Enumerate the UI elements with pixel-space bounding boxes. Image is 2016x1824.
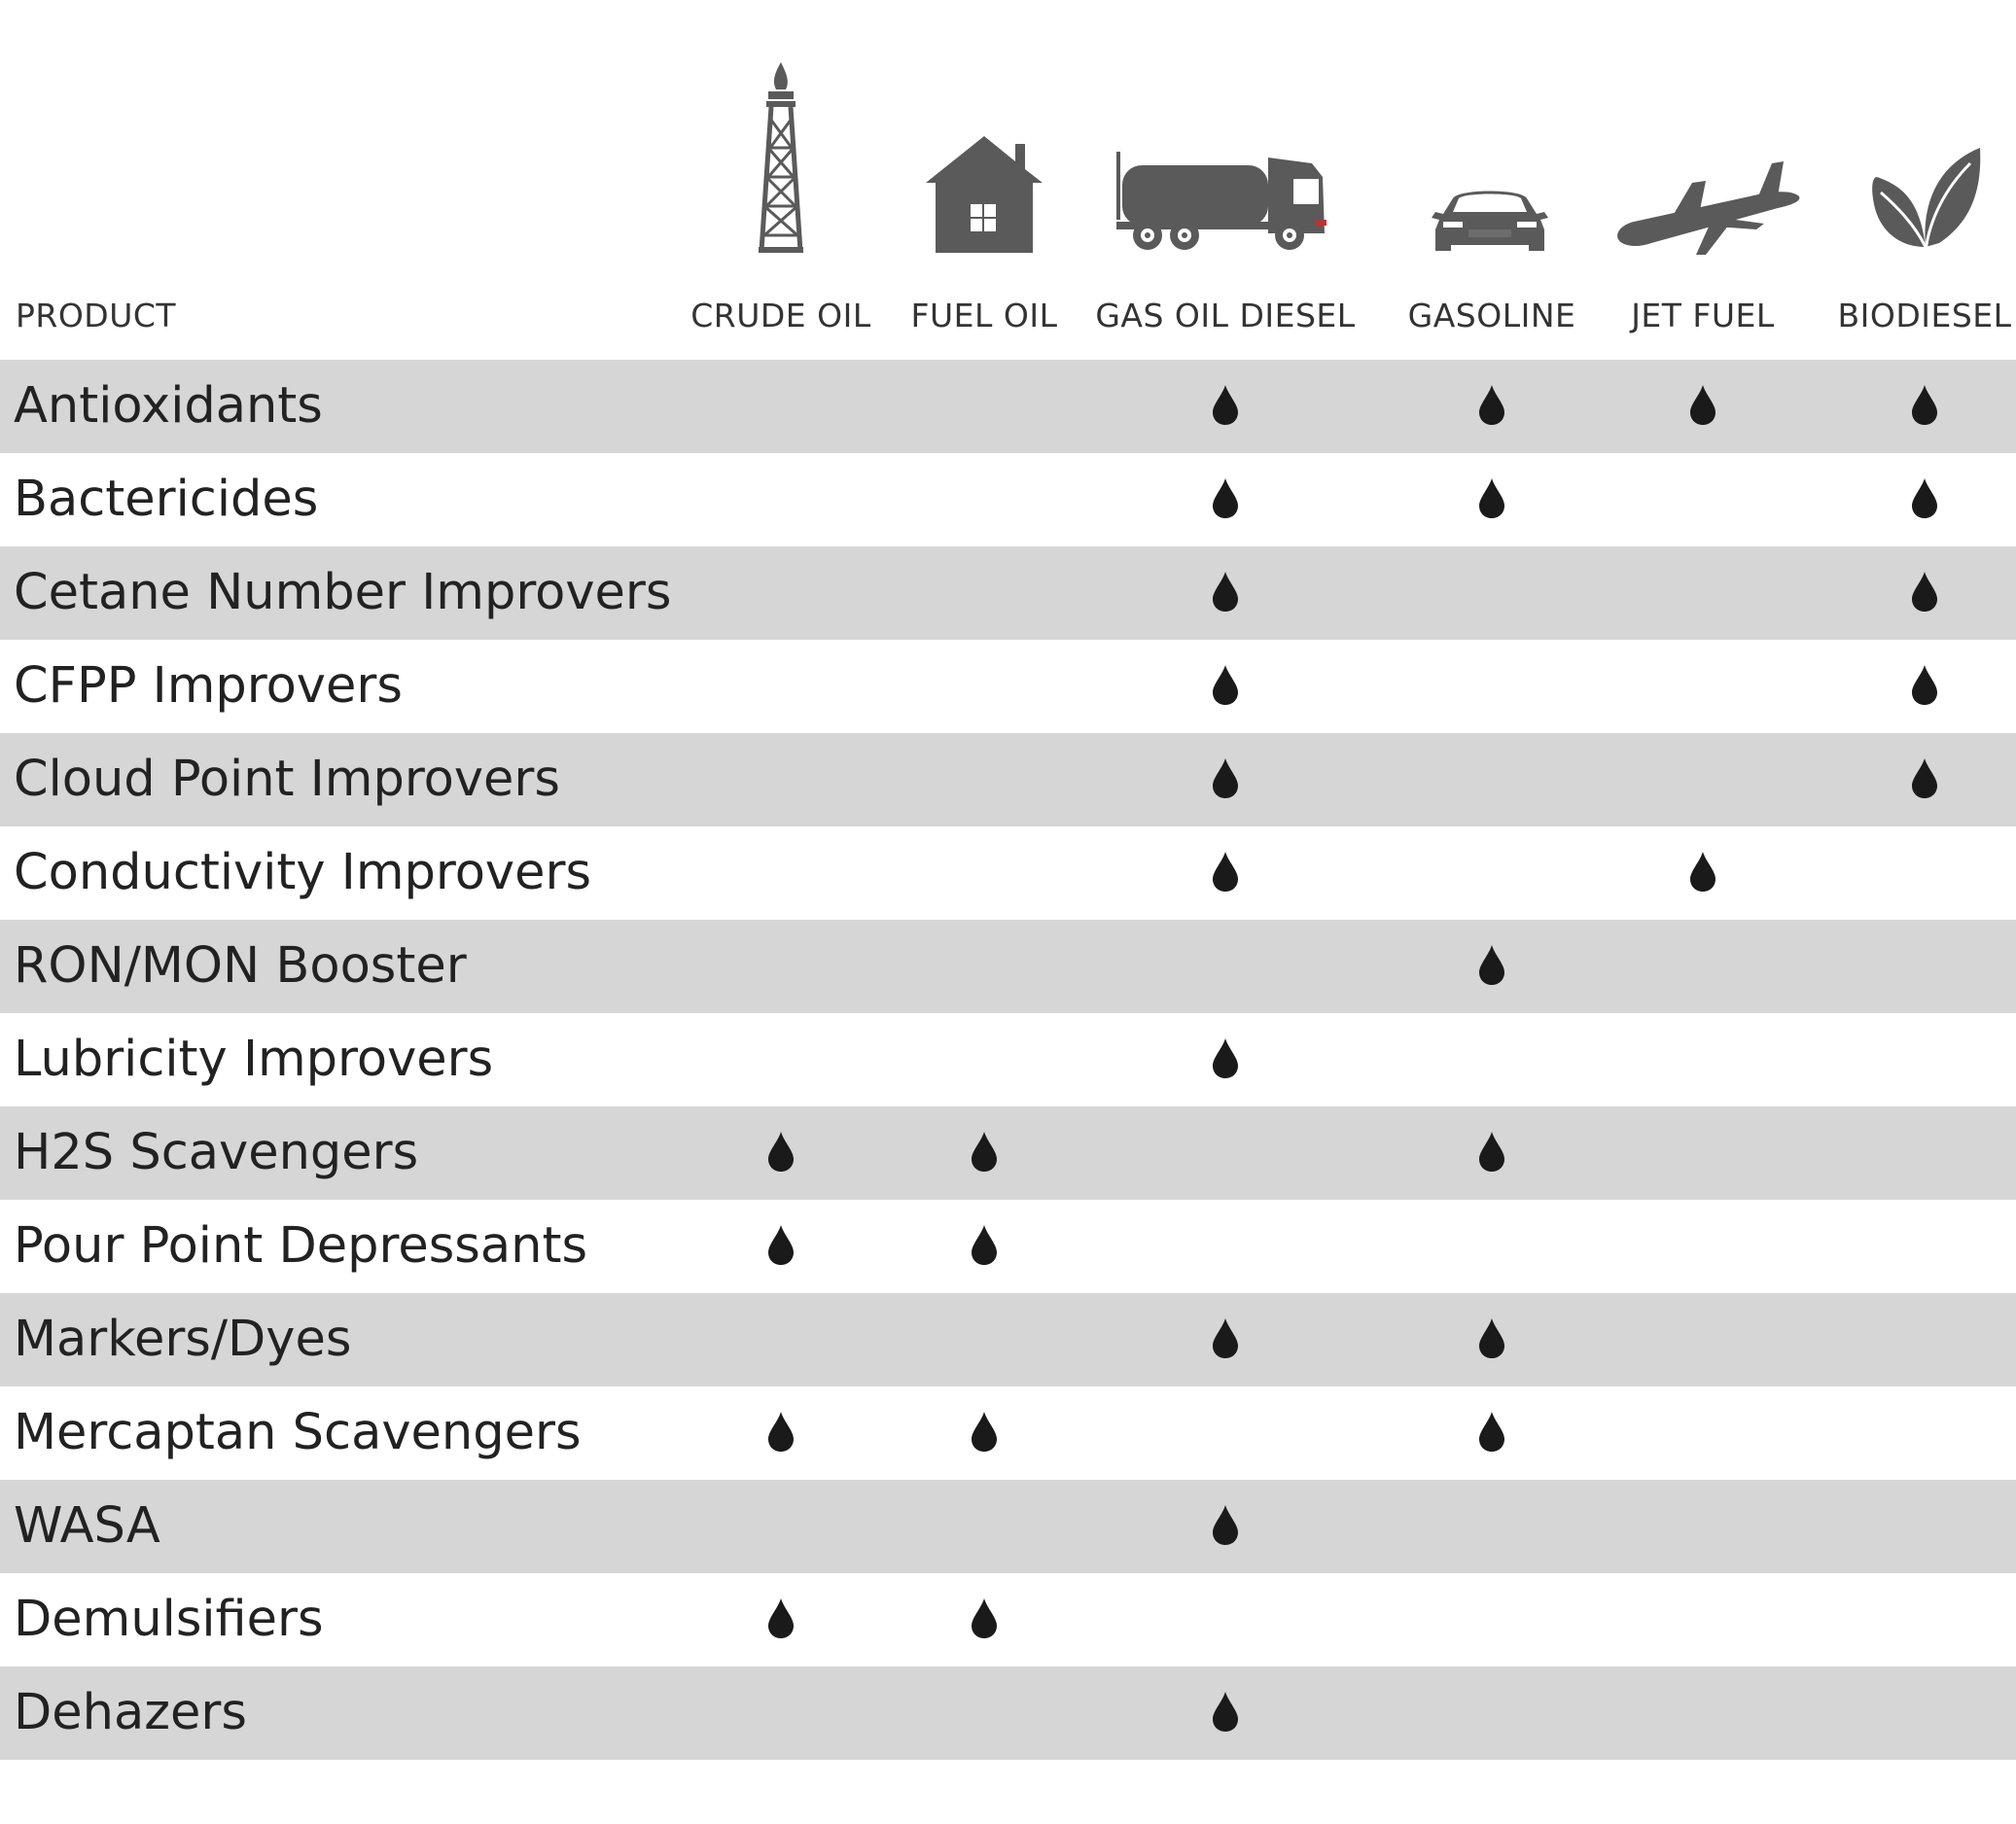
oil-drop-icon: [1211, 756, 1240, 799]
product-name: CFPP Improvers: [14, 657, 403, 715]
product-name: RON/MON Booster: [14, 937, 467, 995]
oil-drop-icon: [1211, 476, 1240, 519]
oil-drop-icon: [766, 1596, 796, 1639]
table-row: [0, 546, 2016, 640]
product-name: Antioxidants: [14, 377, 323, 435]
product-name: WASA: [14, 1497, 160, 1555]
oil-drop-icon: [970, 1130, 999, 1173]
oil-drop-icon: [1211, 570, 1240, 613]
oil-drop-icon: [1477, 383, 1506, 426]
oil-derrick-icon: [757, 60, 805, 255]
oil-drop-icon: [1211, 850, 1240, 893]
oil-drop-icon: [970, 1410, 999, 1453]
table-row: [0, 360, 2016, 453]
oil-drop-icon: [766, 1130, 796, 1173]
product-name: Cloud Point Improvers: [14, 751, 560, 808]
oil-drop-icon: [1688, 850, 1717, 893]
table-row: [0, 733, 2016, 826]
product-name: Markers/Dyes: [14, 1311, 352, 1368]
oil-drop-icon: [1910, 476, 1939, 519]
product-column-header: PRODUCT: [16, 297, 177, 334]
oil-drop-icon: [1477, 476, 1506, 519]
column-header-biodiesel: BIODIESEL: [1837, 297, 2012, 334]
product-name: Demulsifiers: [14, 1591, 324, 1648]
table-row: [0, 1013, 2016, 1106]
product-name: Conductivity Improvers: [14, 844, 592, 901]
product-name: Pour Point Depressants: [14, 1217, 588, 1275]
oil-drop-icon: [1910, 570, 1939, 613]
house-icon: [924, 60, 1044, 255]
table-row: [0, 640, 2016, 733]
oil-drop-icon: [766, 1410, 796, 1453]
oil-drop-icon: [1477, 1410, 1506, 1453]
oil-drop-icon: [1211, 1036, 1240, 1079]
product-name: Cetane Number Improvers: [14, 564, 672, 621]
product-name: H2S Scavengers: [14, 1124, 419, 1181]
oil-drop-icon: [1477, 1130, 1506, 1173]
table-row: [0, 826, 2016, 920]
table-row: [0, 1200, 2016, 1293]
oil-drop-icon: [1211, 1503, 1240, 1546]
oil-drop-icon: [1211, 383, 1240, 426]
leaf-icon: [1869, 60, 1982, 255]
airplane-icon: [1612, 60, 1803, 255]
tanker-truck-icon: [1113, 60, 1330, 255]
car-icon: [1430, 60, 1550, 255]
oil-drop-icon: [970, 1223, 999, 1266]
column-header-gasoline: GASOLINE: [1407, 297, 1576, 334]
table-row: [0, 1480, 2016, 1573]
table-row: [0, 1106, 2016, 1200]
column-header-fuel-oil: FUEL OIL: [910, 297, 1058, 334]
oil-drop-icon: [1688, 383, 1717, 426]
table-row: [0, 1666, 2016, 1760]
table-row: [0, 1293, 2016, 1386]
oil-drop-icon: [1910, 663, 1939, 706]
oil-drop-icon: [1477, 943, 1506, 986]
table-row: [0, 1386, 2016, 1480]
column-header-jet-fuel: JET FUEL: [1631, 297, 1775, 334]
product-name: Mercaptan Scavengers: [14, 1404, 582, 1461]
table-row: [0, 453, 2016, 546]
table-row: [0, 1573, 2016, 1666]
product-name: Bactericides: [14, 471, 319, 528]
column-header-gas-oil-diesel: GAS OIL DIESEL: [1095, 297, 1356, 334]
oil-drop-icon: [1477, 1316, 1506, 1359]
oil-drop-icon: [1211, 1690, 1240, 1733]
product-name: Dehazers: [14, 1684, 247, 1741]
oil-drop-icon: [1211, 663, 1240, 706]
oil-drop-icon: [766, 1223, 796, 1266]
product-name: Lubricity Improvers: [14, 1031, 494, 1088]
oil-drop-icon: [1910, 756, 1939, 799]
column-header-crude-oil: CRUDE OIL: [690, 297, 871, 334]
table-row: [0, 920, 2016, 1013]
oil-drop-icon: [970, 1596, 999, 1639]
oil-drop-icon: [1211, 1316, 1240, 1359]
oil-drop-icon: [1910, 383, 1939, 426]
